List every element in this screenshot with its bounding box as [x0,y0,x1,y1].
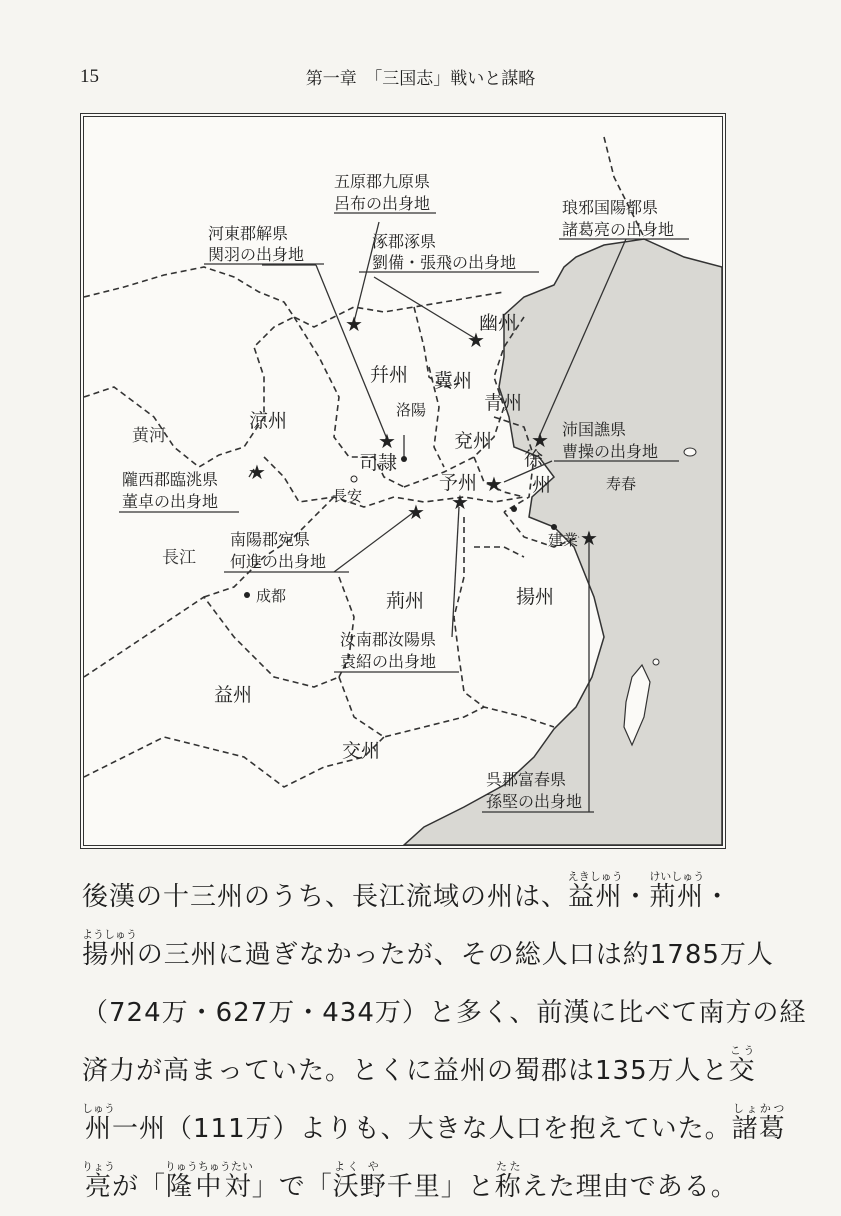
star-icon: ★ [485,472,503,496]
callout-lubu-1: 五原郡九原県 [334,172,431,191]
callout-caocao-2: 曹操の出身地 [562,442,659,461]
callout-yuanshao-2: 袁紹の出身地 [340,652,437,671]
ruby-word: 交こう [728,1044,756,1086]
text-line: 後漢の十三州のうち、長江流域の州は、益州えきしゅう・荊州けいしゅう・ [82,870,732,912]
region-label-xuzhou-2: 州 [532,474,552,496]
island [653,659,659,665]
star-icon: ★ [248,460,266,484]
region-label-yanzhou: 兗州 [454,430,493,452]
callout-yuanshao-1: 汝南郡汝陽県 [340,630,437,649]
ruby-word: 諸葛しょかつ [731,1102,786,1144]
region-label-liangzhou: 涼州 [249,410,288,432]
text-line: 州しゅう一州（111万）よりも、大きな人口を抱えていた。諸葛しょかつ [82,1102,786,1144]
star-icon: ★ [407,500,425,524]
ruby-word: 荊州けいしゅう [649,870,705,912]
callout-liubei-2: 劉備・張飛の出身地 [372,253,517,272]
ruby-word: 亮りょう [82,1160,115,1202]
callout-dongzhuo-2: 董卓の出身地 [122,492,219,511]
star-icon: ★ [580,526,598,550]
geo-label-yellow-river: 黄河 [132,426,166,446]
star-icon: ★ [531,428,549,452]
star-icon: ★ [467,328,485,352]
city-label-luoyang: 洛陽 [396,401,427,419]
text-line: 揚州ようしゅうの三州に過ぎなかったが、その総人口は約1785万人 [82,928,774,970]
callout-liubei-1: 涿郡涿県 [372,232,437,251]
region-label-sili: 司隷 [359,452,398,474]
text-line: 亮りょうが「隆中対りゅうちゅうたい」で「沃よく野や千里」と称たたえた理由である。 [82,1160,738,1202]
star-icon: ★ [451,490,469,514]
callout-zhugeliang-1: 琅邪国陽都県 [562,198,659,217]
ruby-word: 野や [359,1160,387,1202]
city-label-shouchun: 寿春 [606,475,637,493]
map-figure [80,113,726,849]
callout-guanyu-2: 関羽の出身地 [208,245,305,264]
island [684,448,696,456]
star-icon: ★ [378,429,396,453]
region-label-yuzhou: 予州 [439,472,478,494]
region-label-jingzhou: 荊州 [386,590,425,612]
region-label-yangzhou: 揚州 [516,586,555,608]
body-text [82,868,807,1216]
region-label-yizhou: 益州 [214,684,253,706]
city-label-changan: 長安 [332,487,363,505]
ruby-word: 揚州ようしゅう [82,928,137,970]
callout-hejin-1: 南陽郡宛県 [230,530,311,549]
region-label-jiaozhou: 交州 [342,740,381,762]
region-label-jizhou: 冀州 [434,370,473,392]
page-number: 15 [80,66,99,87]
callout-guanyu-1: 河東郡解県 [208,224,289,243]
callout-lubu-2: 呂布の出身地 [334,194,431,213]
city-label-chengdu: 成都 [256,587,287,605]
running-title: 第一章 「三国志」戦いと謀略 [305,69,536,89]
ruby-word: 沃よく [332,1160,360,1202]
star-icon: ★ [345,312,363,336]
text-line: 済力が高まっていた。とくに益州の蜀郡は135万人と交こう [82,1044,756,1086]
callout-dongzhuo-1: 隴西郡臨洮県 [122,470,219,489]
region-label-bingzhou: 幷州 [370,364,409,386]
city-label-jianye: 建業 [548,531,579,549]
map-canvas [84,117,722,845]
geo-label-yangtze: 長江 [162,548,196,568]
ruby-word: 隆中対りゅうちゅうたい [164,1160,253,1202]
ruby-word: 州しゅう [82,1102,115,1144]
callout-sunjian-2: 孫堅の出身地 [486,792,583,811]
region-label-qingzhou: 青州 [484,392,523,414]
callout-zhugeliang-2: 諸葛亮の出身地 [562,220,675,239]
city-dots [244,456,557,598]
callout-sunjian-1: 呉郡富春県 [486,770,567,789]
callout-caocao-1: 沛国譙県 [562,420,627,439]
region-label-youzhou: 幽州 [479,312,518,334]
ruby-word: 益州えきしゅう [567,870,623,912]
region-label-xuzhou-1: 徐 [524,448,544,470]
text-line: （724万・627万・434万）と多く、前漢に比べて南方の経 [82,998,807,1028]
callout-hejin-2: 何進の出身地 [230,552,327,571]
ruby-word: 称たた [494,1160,522,1202]
